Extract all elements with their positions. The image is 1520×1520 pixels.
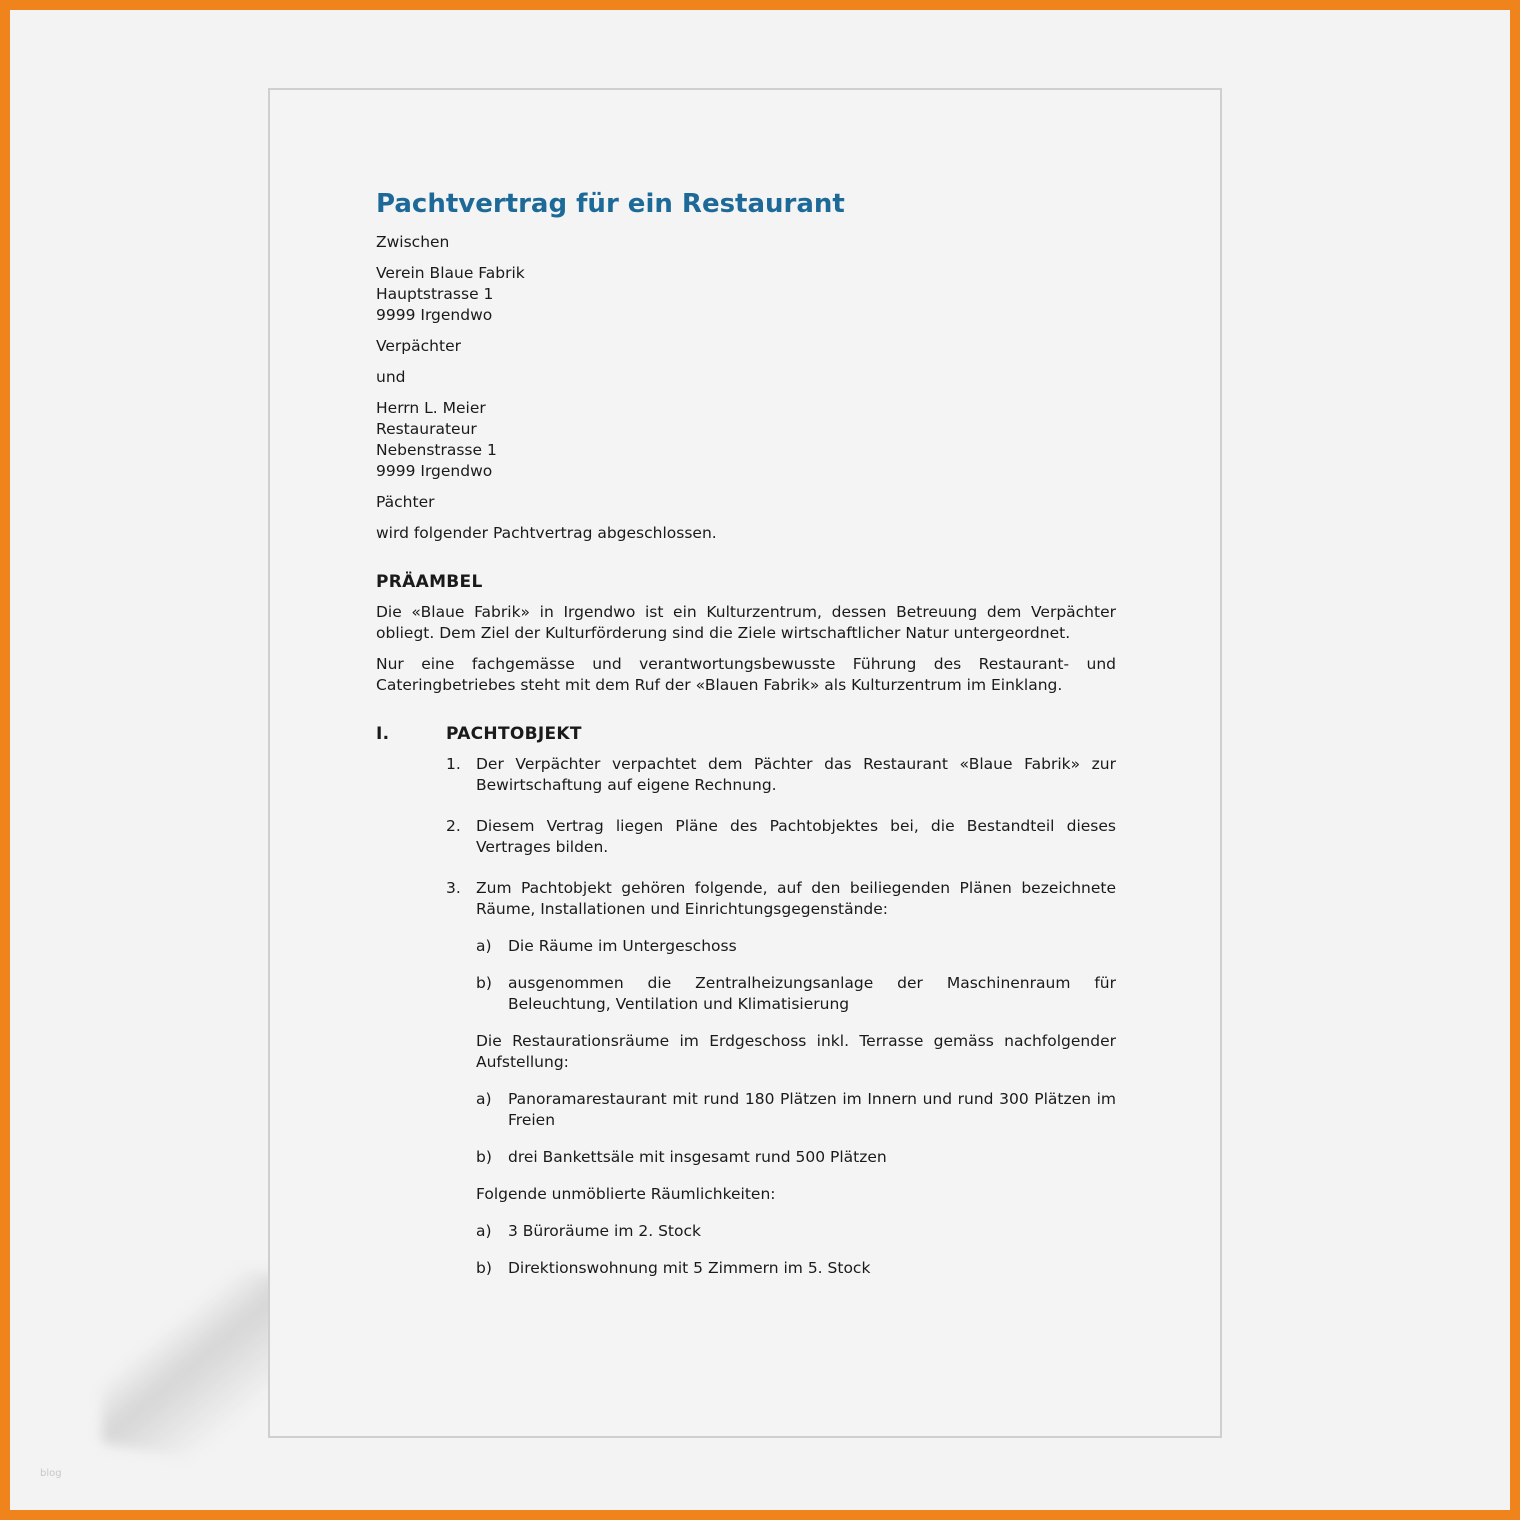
item-number: 2. — [446, 817, 461, 835]
sub-label: b) — [476, 974, 492, 992]
watermark: blog — [40, 1468, 62, 1479]
item-text: Zum Pachtobjekt gehören folgende, auf den beiliegenden Plänen bezeichnete Räume, Installationen und Einrichtungsgegenstände: — [476, 879, 1116, 918]
group-intro: Die Restaurationsräume im Erdgeschoss inkl. Terrasse gemäss nachfolgender Aufstellung: — [476, 1032, 1116, 1071]
lessee-address — [376, 398, 1116, 482]
document-title: Pachtvertrag für ein Restaurant — [376, 189, 845, 219]
sub-text: Die Räume im Untergeschoss — [508, 937, 737, 955]
sub-label: a) — [476, 1222, 492, 1240]
address-line: Restaurateur — [376, 420, 477, 438]
sub-text: ausgenommen die Zentralheizungsanlage der Maschinenraum für Beleuchtung, Ventilation und Klimatisierung — [508, 974, 1116, 1013]
sub-item — [476, 1258, 1116, 1279]
sub-text: drei Bankettsäle mit insgesamt rund 500 Plätzen — [508, 1148, 887, 1166]
lessor-role: Verpächter — [376, 337, 461, 355]
sub-label: a) — [476, 937, 492, 955]
section-title: PACHTOBJEKT — [446, 724, 582, 744]
address-line: 9999 Irgendwo — [376, 462, 493, 480]
lessor-address — [376, 263, 1116, 326]
item-body — [476, 878, 1116, 1295]
address-line: 9999 Irgendwo — [376, 306, 493, 324]
item-text: Diesem Vertrag liegen Pläne des Pachtobjektes bei, die Bestandteil dieses Vertrages bilden. — [476, 817, 1116, 856]
address-line: Verein Blaue Fabrik — [376, 264, 525, 282]
page-shadow — [102, 1243, 292, 1477]
lessee-role: Pächter — [376, 493, 435, 511]
sub-item — [476, 1147, 1116, 1168]
item-number: 3. — [446, 879, 461, 897]
preamble-paragraph: Die «Blaue Fabrik» in Irgendwo ist ein Kulturzentrum, dessen Betreuung dem Verpächter obliegt. Dem Ziel der Kulturförderung sind die Ziele wirtschaftlicher Natur untergeordnet. — [376, 603, 1116, 642]
list-item — [446, 816, 1116, 858]
section-number: I. — [376, 724, 390, 744]
closing-line: wird folgender Pachtvertrag abgeschlossen. — [376, 524, 717, 542]
section-heading — [376, 724, 1116, 745]
group-intro: Folgende unmöblierte Räumlichkeiten: — [476, 1185, 776, 1203]
intro-text: Zwischen — [376, 233, 450, 251]
address-line: Nebenstrasse 1 — [376, 441, 497, 459]
item-number: 1. — [446, 755, 461, 773]
preamble-paragraph: Nur eine fachgemässe und verantwortungsbewusste Führung des Restaurant- und Cateringbetriebes steht mit dem Ruf der «Blauen Fabrik» als Kulturzentrum im Einklang. — [376, 655, 1116, 694]
sub-item — [476, 936, 1116, 957]
address-line: Hauptstrasse 1 — [376, 285, 494, 303]
sub-text: 3 Büroräume im 2. Stock — [508, 1222, 701, 1240]
list-item — [446, 754, 1116, 796]
sub-item — [476, 973, 1116, 1015]
document-page — [268, 88, 1222, 1438]
address-line: Herrn L. Meier — [376, 399, 486, 417]
list-item — [446, 878, 1116, 1295]
document-content — [376, 188, 1116, 1315]
sub-item — [476, 1221, 1116, 1242]
conjunction: und — [376, 368, 406, 386]
preamble-heading: PRÄAMBEL — [376, 572, 483, 592]
sub-label: a) — [476, 1090, 492, 1108]
sub-text: Panoramarestaurant mit rund 180 Plätzen im Innern und rund 300 Plätzen im Freien — [508, 1090, 1116, 1129]
sub-text: Direktionswohnung mit 5 Zimmern im 5. Stock — [508, 1259, 871, 1277]
sub-label: b) — [476, 1148, 492, 1166]
sub-label: b) — [476, 1259, 492, 1277]
sub-item — [476, 1089, 1116, 1131]
item-text: Der Verpächter verpachtet dem Pächter das Restaurant «Blaue Fabrik» zur Bewirtschaftung auf eigene Rechnung. — [476, 755, 1116, 794]
